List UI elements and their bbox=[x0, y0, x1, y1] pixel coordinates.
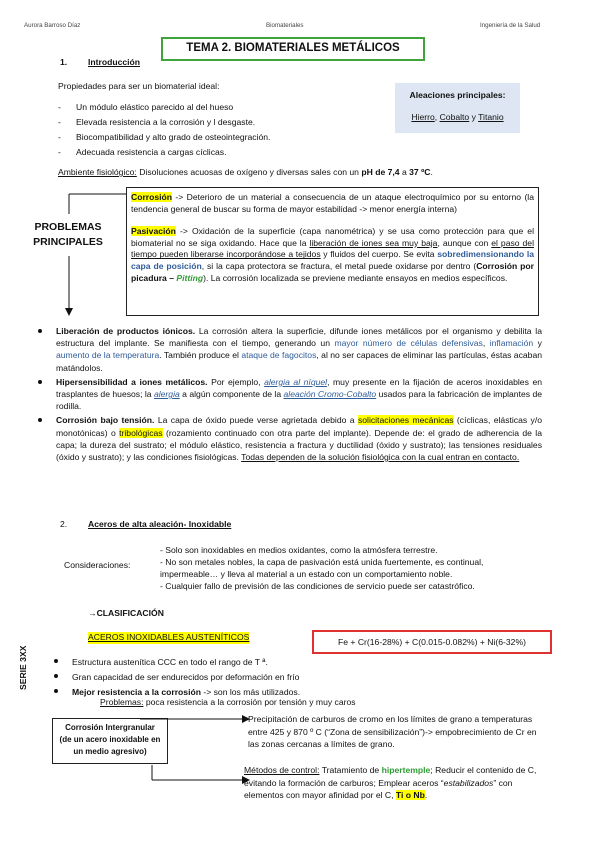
sep: , bbox=[434, 111, 440, 122]
control-text: ; Reducir el contenido de C, evitando la formación de carburos; Emplear aceros “ bbox=[244, 765, 537, 788]
control-italic: estabilizados bbox=[443, 777, 494, 788]
header-author: Aurora Barroso Díaz bbox=[24, 22, 81, 29]
passivation-def bbox=[131, 226, 534, 284]
control-methods bbox=[244, 764, 548, 802]
corrosion-def bbox=[131, 192, 534, 215]
list-item bbox=[34, 376, 542, 413]
header-degree: Ingeniería de la Salud bbox=[480, 22, 541, 29]
bullet-text: (cíclicas, elásticas y/o monotónicas) o bbox=[56, 415, 543, 438]
list-item bbox=[34, 414, 542, 463]
control-highlight: hipertemple bbox=[381, 765, 431, 775]
environment-end: . bbox=[430, 167, 433, 177]
corrosion-term: Corrosión bbox=[131, 192, 173, 202]
bullet-colored: ataque de fagocitos bbox=[241, 350, 317, 361]
passivation-text: , aunque con bbox=[437, 237, 492, 248]
environment-text: Disoluciones acuosas de oxígeno y diversas sales con un bbox=[136, 167, 362, 177]
list-item: - Adecuada resistencia a cargas cíclicas. bbox=[58, 145, 358, 160]
bullet-text: y bbox=[533, 338, 542, 349]
section-1-number: 1. bbox=[60, 57, 68, 67]
problems-line-text: poca resistencia a la corrosión por tensión y muy caros bbox=[143, 697, 356, 707]
control-text: . bbox=[424, 790, 428, 800]
classification-label: →CLASIFICACIÓN bbox=[88, 608, 164, 618]
environment-and: a bbox=[399, 167, 410, 177]
problems-box bbox=[126, 187, 539, 316]
list-item: - Un módulo elástico parecido al del hueso bbox=[58, 100, 358, 115]
intergranular-line: Corrosión Intergranular bbox=[65, 723, 155, 732]
bullet-highlight: solicitaciones mecánicas bbox=[357, 415, 454, 426]
list-item: Gran capacidad de ser endurecidos por deformación en frío bbox=[50, 670, 410, 684]
bullet-text: usados para la fabricación de implantes de rodilla. bbox=[56, 389, 542, 412]
problems-label-line: PRINCIPALES bbox=[33, 236, 103, 248]
pitting-term: Pitting bbox=[176, 272, 204, 283]
passivation-term: Pasivación bbox=[131, 226, 176, 237]
consideration-item: - Solo son inoxidables en medios oxidantes, como la atmósfera terrestre. bbox=[160, 545, 438, 555]
consideration-item: - No son metales nobles, la capa de pasivación está unida fuertemente, es continual, impermeable… y lleva al material a un estado con un comportamiento noble. bbox=[160, 557, 484, 579]
header-subject: Biomateriales bbox=[266, 22, 304, 29]
environment-line bbox=[58, 167, 433, 179]
bullet-lead: Mejor resistencia a la corrosión bbox=[72, 687, 201, 697]
bullet-colored: mayor número de células defensivas bbox=[334, 338, 483, 349]
bullet-text: , al no ser capaces de eliminar las partículas, éstas acaban matándolos. bbox=[56, 350, 542, 373]
intergranular-line: (de un acero inoxidable en bbox=[59, 735, 161, 744]
passivation-text: -> Oxidación de la superficie (capa nanométrica) y se usa como protección para que el biomaterial no se siga oxidando. Hace que la bbox=[131, 226, 534, 248]
bullet-highlight: tribológicas bbox=[119, 427, 163, 438]
bullet-colored: aleación Cromo-Cobalto bbox=[283, 389, 377, 400]
list-item bbox=[34, 325, 542, 374]
bullet-text: , bbox=[482, 338, 490, 349]
page-title: TEMA 2. BIOMATERIALES METÁLICOS bbox=[161, 37, 425, 61]
environment-temp: 37 ºC bbox=[409, 167, 431, 177]
alloy-iron: Hierro bbox=[411, 111, 435, 122]
passivation-text: y fluidos del cuerpo. Se evita bbox=[320, 249, 438, 260]
control-tinb: Ti o Nb bbox=[395, 790, 425, 800]
bullet-text: Por ejemplo, bbox=[207, 376, 265, 387]
consideration-item: - Cualquier fallo de previsión de las condiciones de servicio puede ser catastrófico. bbox=[160, 581, 475, 591]
corrosion-text: -> Deterioro de un material a consecuencia de un ataque electroquímico por su entorno (la tendencia general de buscar su forma de mayor estabilidad -> menor energía interna) bbox=[131, 192, 534, 214]
bullet-colored: alergia al níquel bbox=[264, 376, 328, 387]
intergranular-line: un medio agresivo) bbox=[73, 747, 147, 756]
passivation-text: , si la capa protectora se fractura, el metal puede oxidarse por dentro ( bbox=[201, 260, 477, 271]
considerations-list bbox=[160, 544, 524, 592]
control-text: ” con elementos con mayor afinidad por el C, bbox=[244, 777, 513, 800]
intergranular-arrows bbox=[140, 710, 250, 790]
bullet-text: a algún componente de la bbox=[179, 389, 284, 400]
bullet-text: . También produce el bbox=[159, 350, 242, 361]
control-text: Tratamiento de bbox=[319, 765, 382, 775]
alloys-list bbox=[395, 112, 520, 124]
bullet-text: La corrosión altera la superficie, difunde iones metálicos por el organismo y debilita la estructura del implante. Se manifiesta con el tiempo, generando un bbox=[56, 326, 542, 349]
bullet-text: -> son los más utilizados. bbox=[200, 687, 301, 697]
problems-line bbox=[100, 697, 356, 709]
sep: y bbox=[469, 111, 479, 122]
problems-bullets bbox=[34, 325, 542, 464]
section-2-number: 2. bbox=[60, 519, 68, 529]
passivation-underline: liberación de iones sea muy baja bbox=[309, 237, 438, 248]
section-2-title: Aceros de alta aleación- Inoxidable bbox=[88, 519, 232, 529]
serie-label: SERIE 3XX bbox=[18, 645, 28, 690]
environment-label: Ambiente fisiológico: bbox=[58, 167, 137, 177]
passivation-underline: el paso del tiempo pueden liberarse incorporándose a tejidos bbox=[131, 237, 534, 260]
alloy-cobalt: Cobalto bbox=[439, 111, 470, 122]
alloys-box bbox=[395, 83, 520, 133]
ideal-list bbox=[58, 100, 358, 160]
control-label: Métodos de control: bbox=[244, 765, 320, 775]
problems-arrows bbox=[60, 184, 130, 319]
list-item: - Elevada resistencia a la corrosión y l desgaste. bbox=[58, 115, 358, 130]
bullet-colored: inflamación bbox=[489, 338, 534, 349]
ideal-intro: Propiedades para ser un biomaterial ideal: bbox=[58, 81, 220, 91]
problems-label-line: PROBLEMAS bbox=[34, 221, 102, 233]
austenitic-heading: ACEROS INOXIDABLES AUSTENÍTICOS bbox=[88, 632, 250, 642]
passivation-text: ). La corrosión localizada se previene mediante ensayos en medios específicos. bbox=[203, 272, 508, 283]
bullet-underline: Todas dependen de la solución fisiológica con la cual entran en contacto. bbox=[241, 452, 520, 463]
alloy-titanium: Titanio bbox=[478, 111, 504, 122]
list-item: - Biocompatibilidad y alto grado de osteointegración. bbox=[58, 130, 358, 145]
passivation-highlight: sobredimensionando la capa de posición bbox=[131, 249, 534, 271]
environment-ph: pH de 7,4 bbox=[361, 167, 400, 177]
alloys-title: Aleaciones principales: bbox=[409, 90, 506, 100]
considerations-label: Consideraciones: bbox=[64, 560, 131, 570]
bullet-text: (rozamiento continuado con otra parte del implante). Depende de: el grado de adherencia de la capa; la dureza del sustrato; el módulo elástico, resistencia a fractura y ductilidad (óxido y sustrato); las tensiones residuales (óxido y sustrato); y las condiciones fisiológicas. bbox=[56, 427, 542, 463]
bullet-text: , muy presente en la fijación de aceros inoxidables en trasplantes de huesos; la bbox=[56, 376, 542, 400]
bullet-text: La capa de óxido puede verse agrietada debido a bbox=[154, 415, 358, 426]
problems-line-label: Problemas: bbox=[100, 697, 144, 707]
bullet-colored: aumento de la temperatura bbox=[56, 350, 160, 361]
bullet-lead: Corrosión bajo tensión. bbox=[56, 415, 155, 426]
formula-text: Fe + Cr(16-28%) + C(0.015-0.082%) + Ni(6-32%) bbox=[338, 637, 526, 647]
bullet-lead: Liberación de productos iónicos. bbox=[56, 326, 196, 336]
section-1-title: Introducción bbox=[88, 57, 141, 67]
list-item: Estructura austenítica CCC en todo el rango de T ª. bbox=[50, 655, 410, 669]
precipitation-text: Precipitación de carburos de cromo en los límites de grano a temperaturas entre 425 y 870 º C (“Zona de sensibilización”)-> empobrecimiento de Cr en las zonas cercanas a límites de grano. bbox=[248, 714, 537, 749]
pitting-label: Corrosión por picadura – bbox=[131, 260, 534, 283]
austenitic-list bbox=[50, 655, 410, 700]
bullet-lead: Hipersensibilidad a iones metálicos. bbox=[56, 376, 208, 387]
bullet-colored: alergia bbox=[153, 389, 180, 400]
formula-box bbox=[312, 630, 552, 654]
